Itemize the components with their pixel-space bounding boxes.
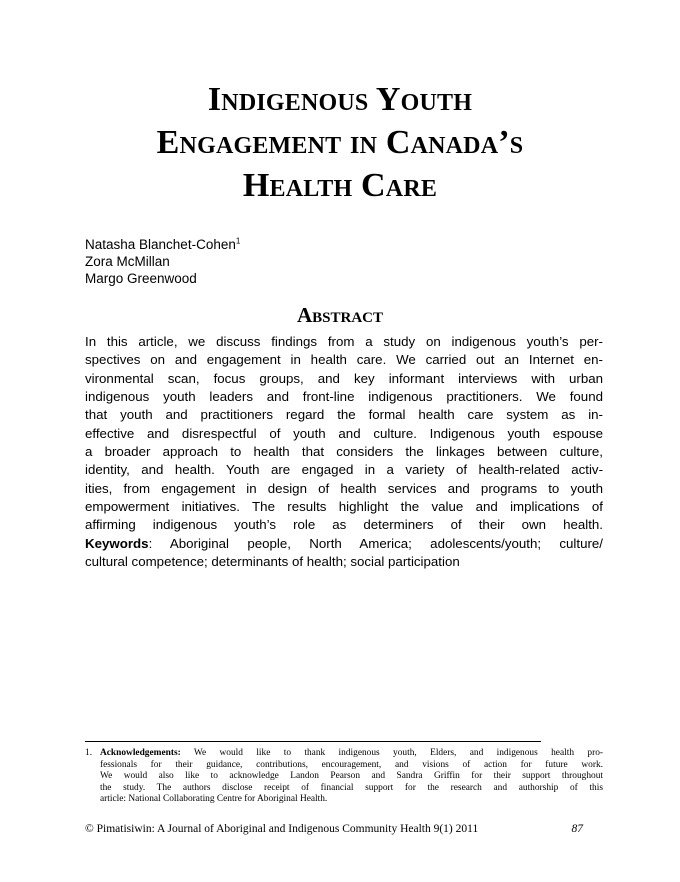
author-name: Natasha Blanchet-Cohen [85, 237, 236, 252]
abstract-line: that youth and practitioners regard the formal health care system as in- [85, 407, 603, 423]
abstract-line: effective and disrespectful of youth and culture. Indigenous youth espouse [85, 425, 603, 441]
abstract-line: ities, from engagement in design of health services and programs to youth [85, 480, 603, 496]
abstract-line: In this article, we discuss findings from a study on indigenous youth’s per- [85, 334, 603, 349]
footnote-line: the study. The authors disclose receipt of financial support for the research and authorship of this [100, 782, 603, 793]
keywords-label: Keywords [85, 535, 149, 551]
abstract-heading: Abstract [296, 303, 384, 327]
author-item [85, 270, 240, 287]
abstract-line: affirming indigenous youth’s role as determiners of their own health. [85, 517, 603, 533]
footnote-line: We would also like to acknowledge Landon Pearson and Sandra Griffin for their support throughout [100, 771, 603, 782]
page-number: 87 [571, 823, 583, 835]
keywords-line: cultural competence; determinants of health; social participation [85, 554, 460, 570]
author-item [85, 236, 240, 253]
footnote-line: article: National Collaborating Centre for Aboriginal Health. [100, 794, 328, 805]
footnote-line: fessionals for their guidance, contributions, encouragement, and visions of action for future work. [100, 759, 603, 770]
author-list [85, 236, 240, 287]
abstract-line: indigenous youth leaders and front-line indigenous practitioners. We found [85, 389, 603, 405]
journal-citation: © Pimatisiwin: A Journal of Aboriginal and Indigenous Community Health 9(1) 2011 [85, 823, 479, 835]
title-line-2: Engagement in Canada’s [156, 124, 524, 161]
footnote-text: We would like to thank indigenous youth, Elders, and indigenous health pro- [180, 748, 603, 758]
footnote [85, 748, 603, 806]
abstract-line: empowerment initiatives. The results highlight the value and implications of [85, 499, 603, 515]
article-title [60, 78, 620, 207]
keywords-line [85, 535, 603, 553]
abstract-body [85, 333, 603, 571]
footnote-label: Acknowledgements: [100, 748, 181, 758]
footnote-divider [85, 741, 541, 742]
author-name: Zora McMillan [85, 254, 170, 269]
keywords-text: : Aboriginal people, North America; adolescents/youth; culture/ [148, 535, 603, 551]
title-line-3: Health Care [242, 167, 438, 204]
abstract-line: spectives on and engagement in health care. We carried out an Internet en- [85, 352, 603, 368]
footnote-line [85, 748, 603, 760]
abstract-line: vironmental scan, focus groups, and key informant interviews with urban [85, 370, 603, 386]
page-footer [85, 822, 603, 836]
abstract-line: a broader approach to health that considers the linkages between culture, [85, 444, 603, 460]
footnote-mark: 1 [235, 236, 241, 246]
footnote-number: 1. [85, 748, 93, 758]
abstract-line: identity, and health. Youth are engaged in a variety of health-related activ- [85, 462, 603, 478]
title-line-1: Indigenous Youth [207, 81, 473, 118]
author-name: Margo Greenwood [85, 271, 197, 286]
author-item [85, 253, 240, 270]
